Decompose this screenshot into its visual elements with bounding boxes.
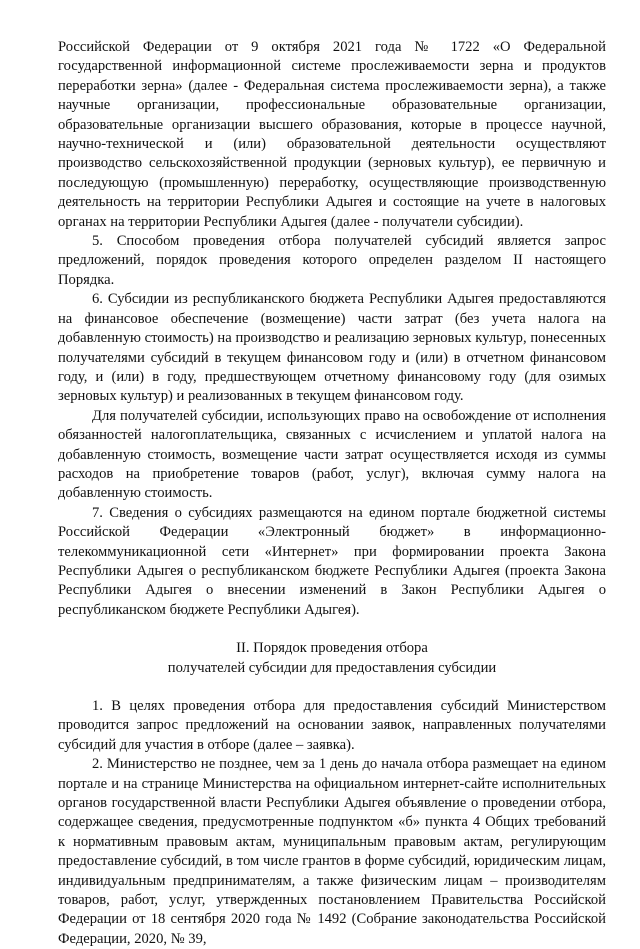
spacer (58, 678, 606, 697)
paragraph-section2-item-1: 1. В целях проведения отбора для предоставления субсидий Министерством проводится запрос предложений на основании заявок, направленных получателями субсидий для участия в отборе (далее – заявка). (58, 698, 606, 753)
paragraph-item-7: 7. Сведения о субсидиях размещаются на едином портале бюджетной системы Российской Федерации «Электронный бюджет» в информационно-телекоммуникационной сети «Интернет» при формировании проекта Закона Республики Адыгея о республиканском бюджете Республики Адыгея (проекта Закона Республики Адыгея о внесении изменений в Закон Республики Адыгея о республиканском бюджете Республики Адыгея). (58, 504, 606, 618)
document-page (58, 38, 606, 949)
paragraph-continuation: Российской Федерации от 9 октября 2021 года № 1722 «О Федеральной государственной информационной системе прослеживаемости зерна и продуктов переработки зерна» (далее - Федеральная система прослеживаемости зерна), а также научные организации, профессиональные образовательные организации, образовательные организации высшего образования, которые в процессе научной, научно-технической и (или) образовательной деятельности осуществляют производство сельскохозяйственной продукции (зерновых культур), ее первичную и последующую (промышленную) переработку, осуществляющие производственную деятельность на территории Республики Адыгея и состоящие на учете в налоговых органах на территории Республики Адыгея (далее - получатели субсидии). (58, 39, 606, 230)
paragraph-item-6: 6. Субсидии из республиканского бюджета Республики Адыгея предоставляются на финансовое обеспечение (возмещение) части затрат (без учета налога на добавленную стоимость) на производство и реализацию зерновых культур, понесенных получателями субсидий в текущем финансовом году и (или) в отчетном финансовом году, и (или) в году, предшествующем отчетному финансовому году (для озимых зерновых культур) и реализованных в текущем финансовом году. (58, 291, 606, 405)
section-heading-line-1: II. Порядок проведения отбора (236, 640, 428, 657)
paragraph-item-5: 5. Способом проведения отбора получателей субсидий является запрос предложений, порядок проведения которого определен разделом II настоящего Порядка. (58, 233, 606, 288)
spacer (58, 620, 606, 639)
section-heading-line-2: получателей субсидии для предоставления субсидии (167, 659, 497, 676)
paragraph-vat-exemption: Для получателей субсидии, использующих право на освобождение от исполнения обязанностей налогоплательщика, связанных с исчислением и уплатой налога на добавленную стоимость, возмещение части затрат осуществляется исходя из суммы расходов на приобретение товаров (работ, услуг), включая сумму налога на добавленную стоимость. (58, 407, 606, 502)
paragraph-section2-item-2: 2. Министерство не позднее, чем за 1 день до начала отбора размещает на едином портале и на странице Министерства на официальном интернет-сайте исполнительных органов государственной власти Республики Адыгея объявление о проведении отбора, содержащее сведения, предусмотренные подпунктом «б» пункта 4 Общих требований к нормативным правовым актам, муниципальным правовым актам, регулирующим предоставление субсидий, в том числе грантов в форме субсидий, юридическим лицам, индивидуальным предпринимателям, а также физическим лицам – производителям товаров, работ, услуг, утвержденных постановлением Правительства Российской Федерации от 18 сентября 2020 года № 1492 (Собрание законодательства Российской Федерации, 2020, № 39, (58, 756, 606, 947)
